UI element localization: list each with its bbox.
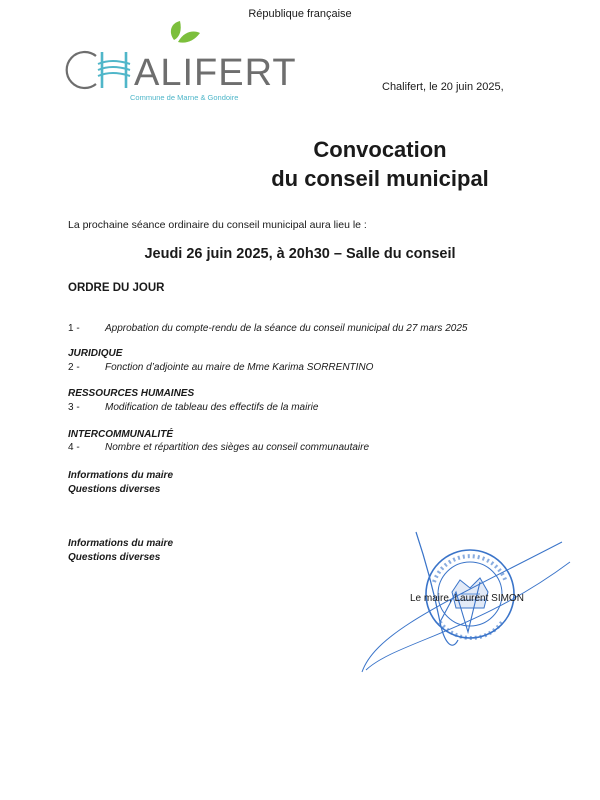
agenda-item-4 [68,442,369,453]
agenda-title: ORDRE DU JOUR [68,282,165,294]
svg-text:Commune de Marne & Gondoire: Commune de Marne & Gondoire [130,93,239,102]
section-ressources-humaines: RESSOURCES HUMAINES [68,388,195,399]
item-text: Modification de tableau des effectifs de la mairie [105,402,319,413]
item-text: Nombre et répartition des sièges au conseil communautaire [105,442,370,453]
item-text: Fonction d’adjointe au maire de Mme Karima SORRENTINO [105,362,374,373]
document-title [180,135,580,193]
title-line-1: Convocation [313,137,447,162]
agenda-item-2 [68,362,373,373]
item-number: 4 - [68,442,80,453]
info-line: Questions diverses [68,551,161,563]
section-intercommunalite: INTERCOMMUNALITÉ [68,429,173,440]
document-date: Chalifert, le 20 juin 2025, [382,81,504,93]
chalifert-logo [68,18,297,104]
item-text: Approbation du compte-rendu de la séance du conseil municipal du 27 mars 2025 [105,323,468,334]
info-line: Informations du maire [68,470,174,481]
agenda-item-1 [68,323,467,334]
intro-text: La prochaine séance ordinaire du conseil municipal aura lieu le : [68,219,367,231]
section-juridique: JURIDIQUE [68,348,123,359]
info-line: Informations du maire [68,538,174,549]
meeting-date: Jeudi 26 juin 2025, à 20h30 – Salle du conseil [144,246,456,262]
item-number: 3 - [68,402,80,413]
republic-header: République française [248,8,352,20]
title-line-2: du conseil municipal [271,166,489,191]
item-number: 2 - [68,362,80,373]
info-block-2 [68,537,173,564]
svg-text:ALIFERT: ALIFERT [134,52,297,94]
mayor-signature-line: Le maire, Laurent SIMON [410,593,524,604]
agenda-item-3 [68,402,318,413]
item-number: 1 - [68,323,80,334]
info-block-1 [68,469,173,496]
info-line: Questions diverses [68,483,161,495]
